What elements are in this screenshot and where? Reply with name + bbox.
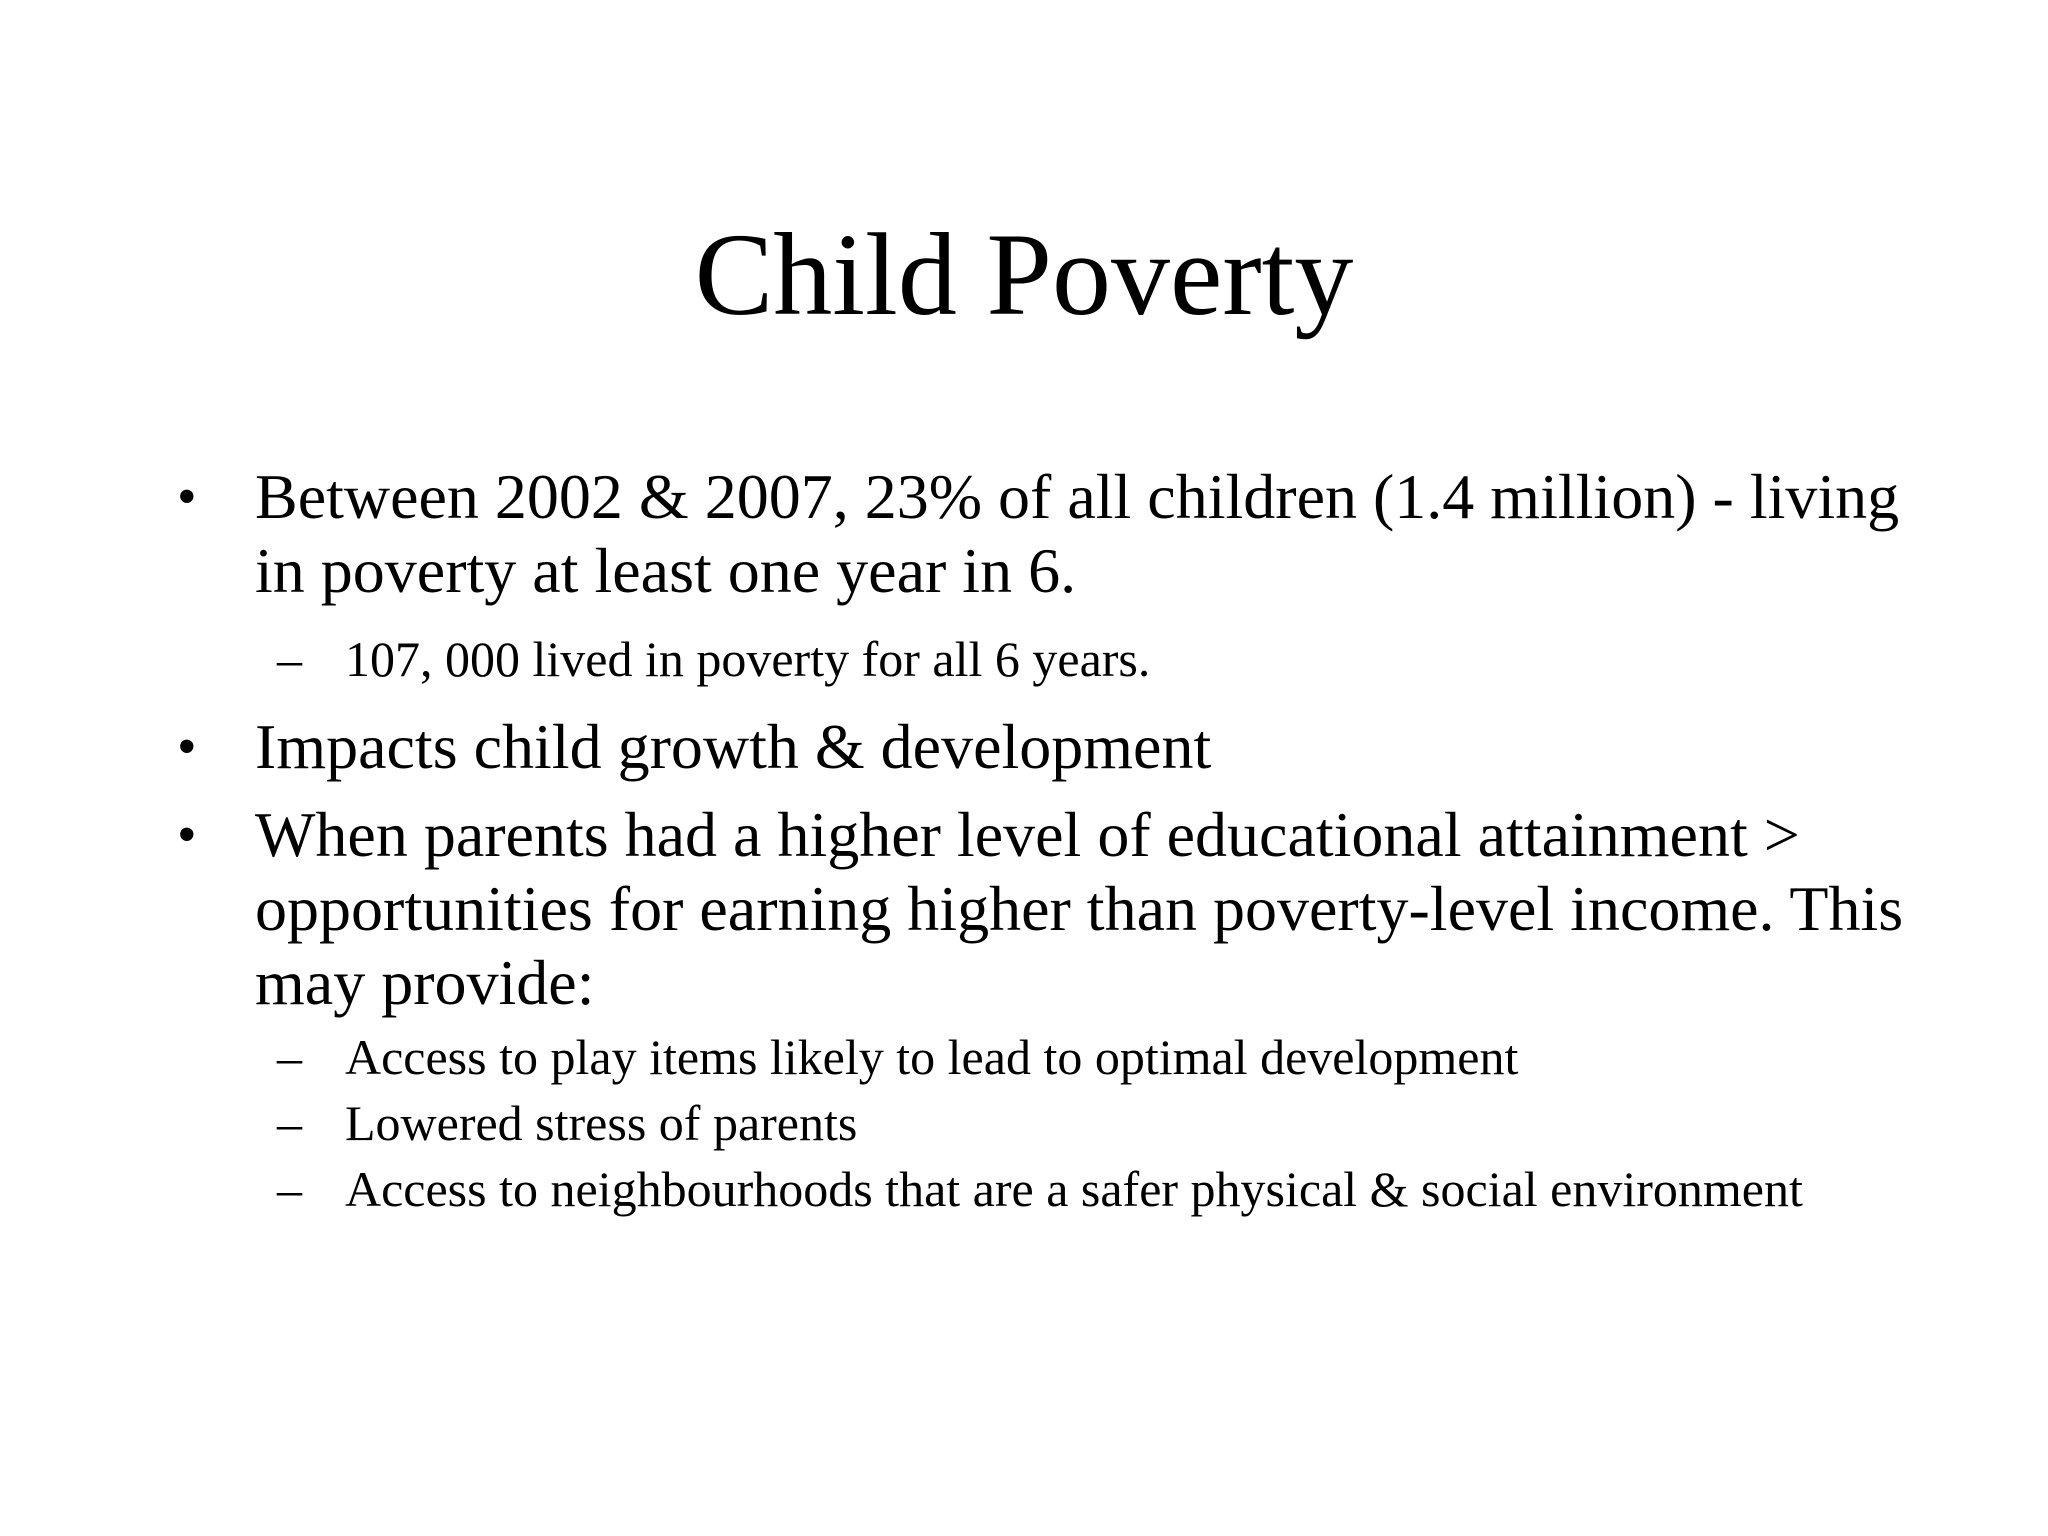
sub-bullet-text: Access to neighbourhoods that are a safer physical & social environment <box>345 1161 1803 1217</box>
bullet-text: Impacts child growth & development <box>255 711 1212 782</box>
bullet-item <box>165 798 1915 1020</box>
bullet-marker: • <box>177 716 197 778</box>
sub-bullet-text: 107, 000 lived in poverty for all 6 years. <box>345 631 1151 687</box>
bullet-text: Between 2002 & 2007, 23% of all children (1.4 million) - living in poverty at least one year in 6. <box>255 461 1900 606</box>
bullet-item <box>165 710 1915 784</box>
sub-bullet-item <box>165 630 1915 688</box>
bullet-text: When parents had a higher level of educational attainment > opportunities for earning higher than poverty-level income. This may provide: <box>255 799 1904 1018</box>
dash-marker: – <box>277 1095 302 1151</box>
sub-bullet-text: Access to play items likely to lead to optimal development <box>345 1029 1519 1085</box>
dash-marker: – <box>277 631 302 687</box>
dash-marker: – <box>277 1161 302 1217</box>
bullet-marker: • <box>177 466 197 528</box>
bullet-marker: • <box>177 804 197 866</box>
dash-marker: – <box>277 1029 302 1085</box>
slide-title: Child Poverty <box>694 209 1354 340</box>
sub-bullet-text: Lowered stress of parents <box>345 1095 858 1151</box>
sub-bullet-item <box>165 1160 1915 1218</box>
bullet-item <box>165 460 1915 608</box>
sub-bullet-item <box>165 1028 1915 1086</box>
bullet-list <box>165 460 1915 1218</box>
sub-bullet-item <box>165 1094 1915 1152</box>
